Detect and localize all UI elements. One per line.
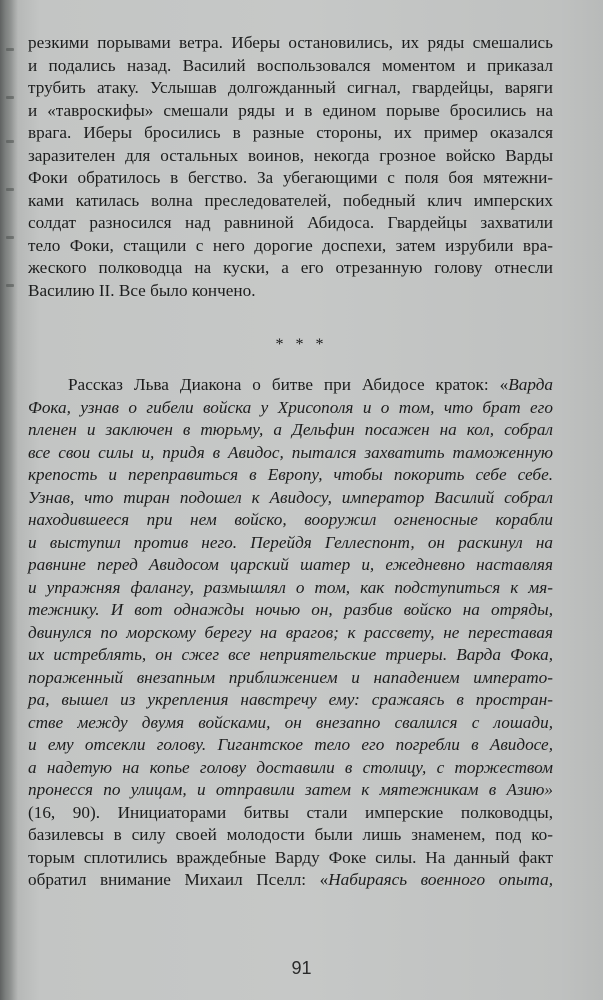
quote-line: и ему отсекли голову. Гигантское тело его погребли в Авидосе, (28, 735, 553, 754)
quote-line: стве между двумя войсками, он внезапно свалился с лошади, (28, 712, 553, 732)
bleed-through-mark (6, 236, 14, 239)
quote-line: тежнику. И вот однажды ночью он, разбив войско на отряды, (28, 600, 553, 619)
quote-line: их истреблять, он сжег все неприятельские триеры. Варда Фока, (28, 645, 553, 664)
bleed-through-mark (6, 188, 14, 191)
paragraph-2 (28, 374, 553, 892)
quote-line: ра, вышел из укрепления навстречу ему: сражаясь в простран- (28, 690, 553, 709)
quote-line: пленен и заключен в тюрьму, а Дельфин посажен на кол, собрал (28, 420, 553, 439)
text-line (28, 869, 553, 892)
text-line: (16, 90). Инициаторами битвы стали имперские полководцы, (28, 802, 553, 822)
quote-line: все свои силы и, придя в Авидос, пытался захватить таможенную (28, 442, 553, 462)
text-line: Василию II. Все было кончено. (28, 280, 256, 300)
text-line (28, 374, 553, 397)
binding-shadow (0, 0, 18, 1000)
quote-line: находившееся при нем войско, вооружил огненосные корабли (28, 510, 553, 529)
text-line: тело Фоки, стащили с него дорогие доспехи, затем изрубили вра- (28, 235, 553, 255)
quote-line: двинулся по морскому берегу на врагов; к рассвету, не переставая (28, 622, 553, 642)
quote-line: и упражняя фалангу, размышлял о том, как подступиться к мя- (28, 577, 553, 597)
text-line: заразителен для остальных воинов, некогда грозное войско Варды (28, 145, 553, 165)
quote-line: пораженный внезапным приближением и нападением императо- (28, 667, 553, 687)
quote-line: а надетую на копье голову доставили в столицу, с торжеством (28, 757, 553, 777)
bleed-through-mark (6, 48, 14, 51)
page-number: 91 (291, 958, 312, 978)
quote-line: пронесся по улицам, и отправили затем к мятежникам в Азию» (28, 780, 553, 799)
bleed-through-mark (6, 284, 14, 287)
bleed-through-mark (6, 96, 14, 99)
quote-line: равнине перед Авидосом царский шатер и, ежедневно наставляя (28, 555, 553, 574)
quote-line: Узнав, что тиран подошел к Авидосу, император Василий собрал (28, 487, 553, 507)
text-line: жеского полководца на куски, а его отрезанную голову отнесли (28, 258, 553, 277)
bleed-through-mark (6, 140, 14, 143)
text-segment: обратил внимание Михаил Пселл: « (28, 870, 329, 889)
text-line: солдат разносился над равниной Абидоса. Гвардейцы захватили (28, 213, 553, 232)
paragraph-1 (28, 32, 553, 302)
quote-segment: Набираясь военного опыта, (328, 870, 553, 889)
text-line: базилевсы в силу своей молодости были лишь знаменем, под ко- (28, 825, 553, 844)
text-line: трубить атаку. Услышав долгожданный сигнал, гвардейцы, варяги (28, 78, 553, 97)
text-line: ками катилась волна преследователей, победный клич имперских (28, 190, 553, 210)
quote-line: и выступил против него. Перейдя Геллеспонт, он раскинул на (28, 532, 553, 552)
text-line: торым сплотились враждебные Варду Фоке силы. На данный факт (28, 847, 553, 867)
quote-line: крепость и переправиться в Европу, чтобы покорить себе себе. (28, 465, 553, 484)
text-line: резкими порывами ветра. Иберы остановились, их ряды смешались (28, 33, 553, 52)
quote-segment: Варда (508, 375, 553, 394)
text-line: Фоки обратилось в бегство. За убегающими с поля боя мятежни- (28, 168, 553, 187)
quote-line: Фока, узнав о гибели войска у Хрисополя и о том, что брат его (28, 397, 553, 417)
section-separator: * * * (275, 336, 328, 353)
text-line: врага. Иберы бросились в разные стороны, их пример оказался (28, 123, 553, 142)
text-line: и «тавроскифы» смешали ряды и в едином порыве бросились на (28, 100, 553, 120)
text-line: и подались назад. Василий воспользовался моментом и приказал (28, 55, 553, 75)
text-segment: Рассказ Льва Диакона о битве при Абидосе краток: « (68, 375, 509, 394)
